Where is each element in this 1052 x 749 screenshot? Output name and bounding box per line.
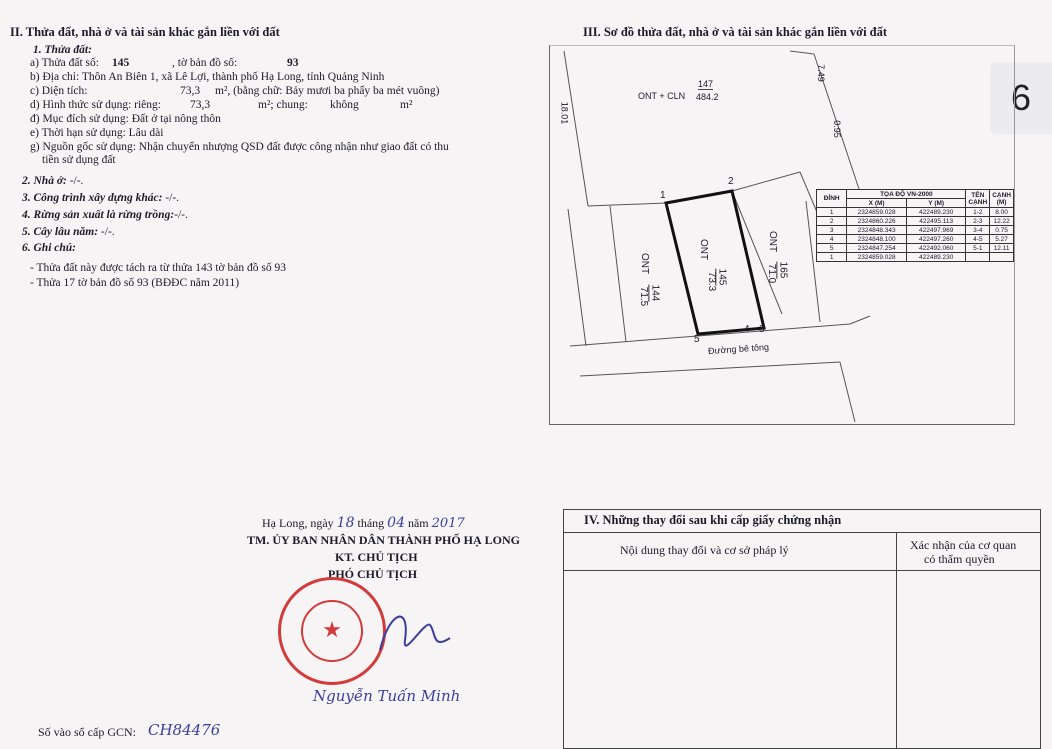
- coord-header-edge-name: TÊN CẠNH: [966, 190, 990, 208]
- coord-vertex: 1: [817, 208, 847, 217]
- left-parcel-num: 144: [649, 284, 661, 302]
- date-year: 2017: [431, 516, 465, 531]
- boundary-line-e: [568, 209, 586, 346]
- changes-col-divider: [896, 532, 897, 748]
- edge-length: 8.00: [990, 208, 1014, 217]
- signature-stroke: [380, 617, 450, 650]
- note-line-1: - Thửa đất này được tách ra từ thửa 143 tờ bản đồ số 93: [30, 262, 286, 274]
- vertex-5: 5: [694, 334, 700, 345]
- coord-x: 2324848.100: [847, 235, 907, 244]
- coord-header-x: X (M): [847, 199, 907, 208]
- changes-col-confirm-1: Xác nhận của cơ quan: [910, 538, 1017, 552]
- right-parcel-num: 165: [777, 261, 789, 279]
- parcel-diagram: [549, 45, 1015, 425]
- edge-length: 5.27: [990, 235, 1014, 244]
- coord-y: 422497.260: [906, 235, 965, 244]
- dim-right-mid: 0.95: [831, 120, 842, 138]
- road-edge-top: [570, 324, 850, 346]
- coord-vertex: 4: [817, 235, 847, 244]
- coordinate-table: [816, 189, 1014, 262]
- coord-vertex: 3: [817, 226, 847, 235]
- vertex-2: 2: [728, 176, 734, 187]
- road-edge-bottom-2: [840, 362, 855, 422]
- house-value: -/-.: [69, 175, 84, 187]
- table-row: [817, 235, 1014, 244]
- boundary-line-top: [790, 51, 814, 54]
- boundary-line-b: [732, 172, 800, 191]
- signing-date: [262, 517, 465, 530]
- perennial-heading: 5. Cây lâu năm:: [22, 226, 99, 238]
- use-form-common-value: không: [330, 99, 359, 111]
- boundary-line-f: [610, 206, 626, 342]
- edge-name: 2-3: [966, 217, 990, 226]
- coord-vertex: 1: [817, 253, 847, 262]
- coord-vertex: 2: [817, 217, 847, 226]
- edge-name: [966, 253, 990, 262]
- boundary-line-left: [564, 51, 588, 206]
- coord-x: 2324859.028: [847, 253, 907, 262]
- edge-length: 12.11: [990, 244, 1014, 253]
- edge-name: 1-2: [966, 208, 990, 217]
- date-month: 04: [387, 515, 405, 531]
- signature-scribble: [370, 600, 460, 670]
- coord-header-y: Y (M): [906, 199, 965, 208]
- coord-x: 2324859.028: [847, 208, 907, 217]
- page-number: 6: [1010, 77, 1032, 118]
- area-words: m², (bằng chữ: Bảy mươi ba phẩy ba mét vuông): [215, 85, 440, 97]
- main-parcel-num: 145: [716, 268, 728, 286]
- coord-header-system: TỌA ĐỘ VN-2000: [847, 190, 966, 199]
- forest-heading: 4. Rừng sản xuất là rừng trồng:: [22, 209, 175, 221]
- use-form-private: 73,3: [190, 99, 211, 111]
- coord-y: 422497.969: [906, 226, 965, 235]
- note-line-2: - Thửa 17 tờ bản đồ số 93 (BĐĐC năm 2011): [30, 277, 240, 289]
- vertex-4: 4: [744, 324, 750, 335]
- use-form-label: d) Hình thức sử dụng: riêng:: [30, 99, 161, 111]
- construction-heading: 3. Công trình xây dựng khác:: [22, 192, 163, 204]
- dim-right-top: 7.49: [815, 64, 826, 82]
- origin-line-1: g) Nguồn gốc sử dụng: Nhận chuyển nhượng QSD đất được công nhận như giao đất có thu: [30, 141, 449, 153]
- date-day: 18: [336, 515, 355, 531]
- coord-x: 2324860.226: [847, 217, 907, 226]
- area-value: 73,3: [180, 85, 201, 97]
- coord-vertex: 5: [817, 244, 847, 253]
- section-ii-title: II. Thửa đất, nhà ở và tài sản khác gắn liền với đất: [10, 25, 280, 39]
- main-parcel-code: ONT: [698, 238, 710, 261]
- address-line: b) Địa chỉ: Thôn An Biên 1, xã Lê Lợi, thành phố Hạ Long, tỉnh Quảng Ninh: [30, 71, 385, 83]
- parcel-heading: 1. Thửa đất:: [33, 44, 92, 56]
- issuing-org: TM. ỦY BAN NHÂN DÂN THÀNH PHỐ HẠ LONG: [247, 533, 521, 547]
- date-year-label: năm: [407, 516, 429, 530]
- top-parcel-area: 484.2: [696, 92, 719, 102]
- signer-name: Nguyễn Tuấn Minh: [313, 687, 461, 705]
- changes-divider: [564, 532, 1040, 533]
- map-sheet-value: 93: [287, 57, 299, 69]
- coord-x: 2324848.343: [847, 226, 907, 235]
- use-form-unit: m²: [400, 99, 413, 111]
- vertex-1: 1: [660, 190, 666, 201]
- edge-length: 12.22: [990, 217, 1014, 226]
- edge-length: [990, 253, 1014, 262]
- registry-label: Số vào sổ cấp GCN:: [38, 725, 136, 739]
- edge-length: 0.75: [990, 226, 1014, 235]
- coord-y: 422492.060: [906, 244, 965, 253]
- edge-name: 3-4: [966, 226, 990, 235]
- vertex-3: 3: [759, 324, 765, 335]
- road-edge-bottom: [580, 362, 840, 376]
- construction-value: -/-.: [165, 192, 180, 204]
- area-label: c) Diện tích:: [30, 85, 88, 97]
- coord-y: 422495.113: [906, 217, 965, 226]
- table-row: [817, 244, 1014, 253]
- date-prefix: Hạ Long, ngày: [262, 516, 334, 530]
- right-parcel-area: 71.0: [766, 263, 778, 284]
- table-row: [817, 217, 1014, 226]
- parcel-number-label: a) Thửa đất số:: [30, 57, 99, 69]
- use-form-common-label: m²; chung:: [258, 99, 308, 111]
- kt-chairman: KT. CHỦ TỊCH: [335, 550, 418, 564]
- perennial-value: -/-.: [100, 226, 115, 238]
- left-parcel-area: 71.5: [638, 286, 650, 307]
- main-parcel-area: 73.3: [706, 271, 718, 292]
- changes-col-content: Nội dung thay đổi và cơ sở pháp lý: [620, 543, 789, 557]
- house-heading: 2. Nhà ở:: [22, 175, 67, 187]
- changes-title: IV. Những thay đổi sau khi cấp giấy chứng nhận: [584, 513, 842, 527]
- coord-header-edge-length: CẠNH (M): [990, 190, 1014, 208]
- coord-y: 422489.230: [906, 208, 965, 217]
- edge-name: 4-5: [966, 235, 990, 244]
- top-parcel-code: ONT + CLN: [638, 91, 686, 101]
- changes-col-confirm-2: có thẩm quyền: [924, 552, 995, 566]
- registry-number: CH84476: [148, 721, 221, 739]
- notes-heading: 6. Ghi chú:: [22, 242, 76, 254]
- top-parcel-num: 147: [698, 79, 714, 89]
- vice-chairman: PHÓ CHỦ TỊCH: [328, 567, 418, 581]
- date-month-label: tháng: [357, 516, 385, 530]
- coord-header-vertex: ĐỈNH: [817, 190, 847, 208]
- coord-x: 2324847.254: [847, 244, 907, 253]
- table-row: [817, 253, 1014, 262]
- star-icon: ★: [322, 618, 342, 643]
- table-row: [817, 208, 1014, 217]
- origin-line-2: tiền sử dụng đất: [42, 154, 116, 166]
- dim-left: 18.01: [559, 101, 570, 125]
- left-parcel-code: ONT: [639, 252, 651, 275]
- section-iii-title: III. Sơ đồ thửa đất, nhà ở và tài sản khác gắn liền với đất: [583, 25, 888, 39]
- boundary-line-a: [588, 203, 666, 206]
- parcel-145-outline: [666, 191, 764, 334]
- term-line: e) Thời hạn sử dụng: Lâu dài: [30, 127, 164, 139]
- parcel-number-value: 145: [112, 57, 130, 69]
- table-row: [817, 226, 1014, 235]
- forest-value: -/-.: [174, 209, 188, 221]
- edge-name: 5-1: [966, 244, 990, 253]
- coord-y: 422489.230: [906, 253, 965, 262]
- road-edge-top-2: [850, 316, 870, 324]
- road-label: Đường bê tông: [707, 341, 770, 357]
- map-sheet-label: , tờ bản đồ số:: [172, 57, 238, 69]
- changes-header-divider: [564, 570, 1040, 571]
- purpose-line: đ) Mục đích sử dụng: Đất ở tại nông thôn: [30, 113, 221, 125]
- changes-table: [563, 509, 1041, 749]
- right-parcel-code: ONT: [767, 230, 779, 253]
